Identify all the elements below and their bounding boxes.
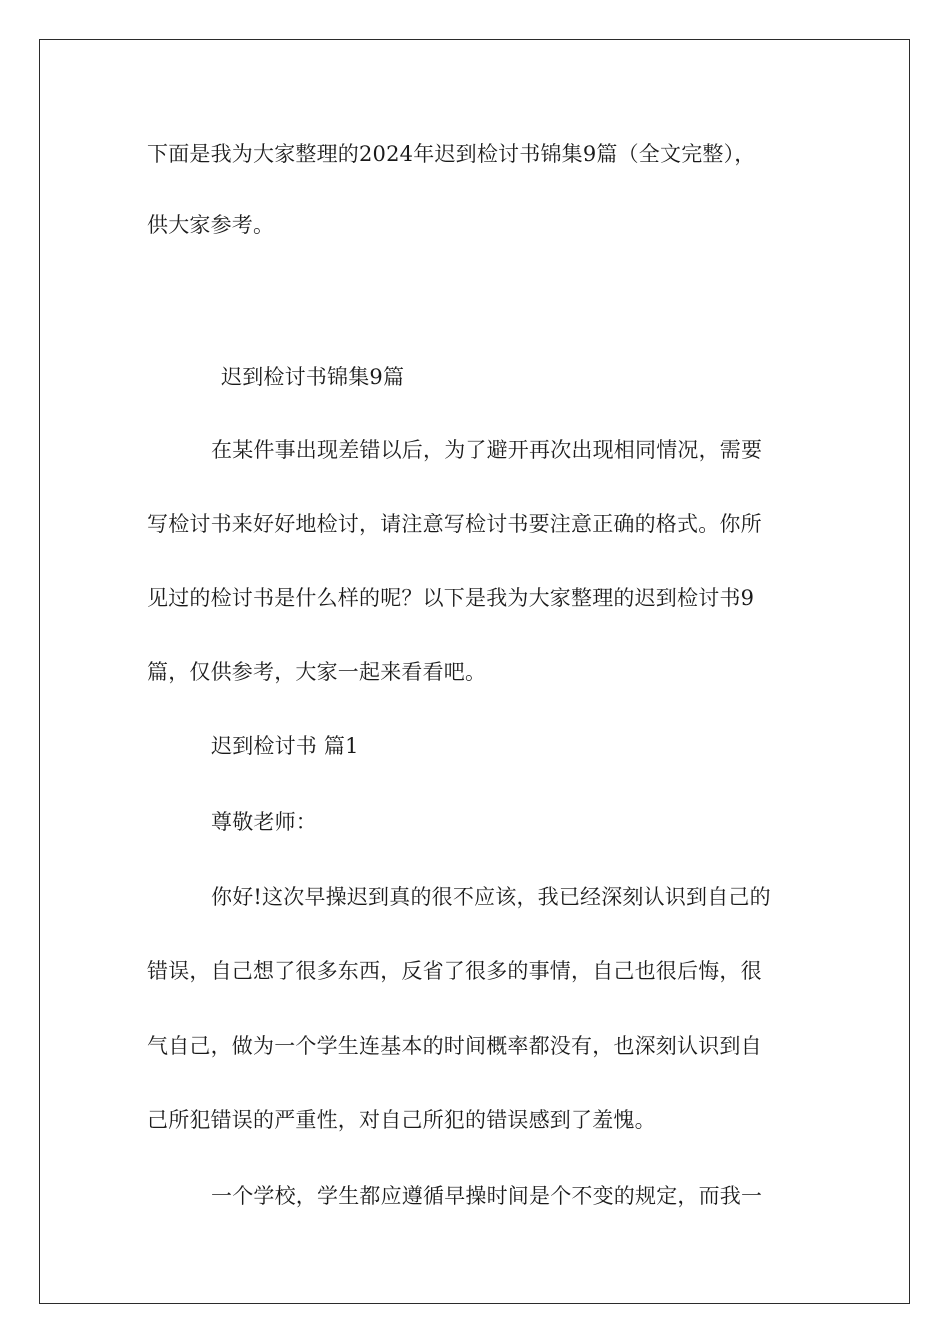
paragraph-2-line-1: 你好!这次早操迟到真的很不应该，我已经深刻认识到自己的 [211,885,771,909]
paragraph-3-line-1: 一个学校，学生都应遵循早操时间是个不变的规定，而我一 [211,1184,763,1208]
paragraph-2-line-3: 气自己，做为一个学生连基本的时间概率都没有，也深刻认识到自 [147,1034,762,1058]
intro-line-1: 下面是我为大家整理的2024年迟到检讨书锦集9篇（全文完整）， [147,142,756,166]
intro-line-2: 供大家参考。 [147,213,275,237]
paragraph-2-line-4: 己所犯错误的严重性，对自己所犯的错误感到了羞愧。 [147,1108,656,1132]
paragraph-1-line-2: 写检讨书来好好地检讨，请注意写检讨书要注意正确的格式。你所 [147,512,762,536]
paragraph-2-line-2: 错误，自己想了很多东西，反省了很多的事情，自己也很后悔，很 [147,959,762,983]
section-title-1: 迟到检讨书 篇1 [211,734,359,758]
paragraph-1-line-1: 在某件事出现差错以后，为了避开再次出现相同情况，需要 [211,438,763,462]
salutation: 尊敬老师： [211,810,317,834]
document-title: 迟到检讨书锦集9篇 [221,365,405,389]
paragraph-1-line-3: 见过的检讨书是什么样的呢？以下是我为大家整理的迟到检讨书9 [147,586,755,610]
paragraph-1-line-4: 篇，仅供参考，大家一起来看看吧。 [147,660,487,684]
